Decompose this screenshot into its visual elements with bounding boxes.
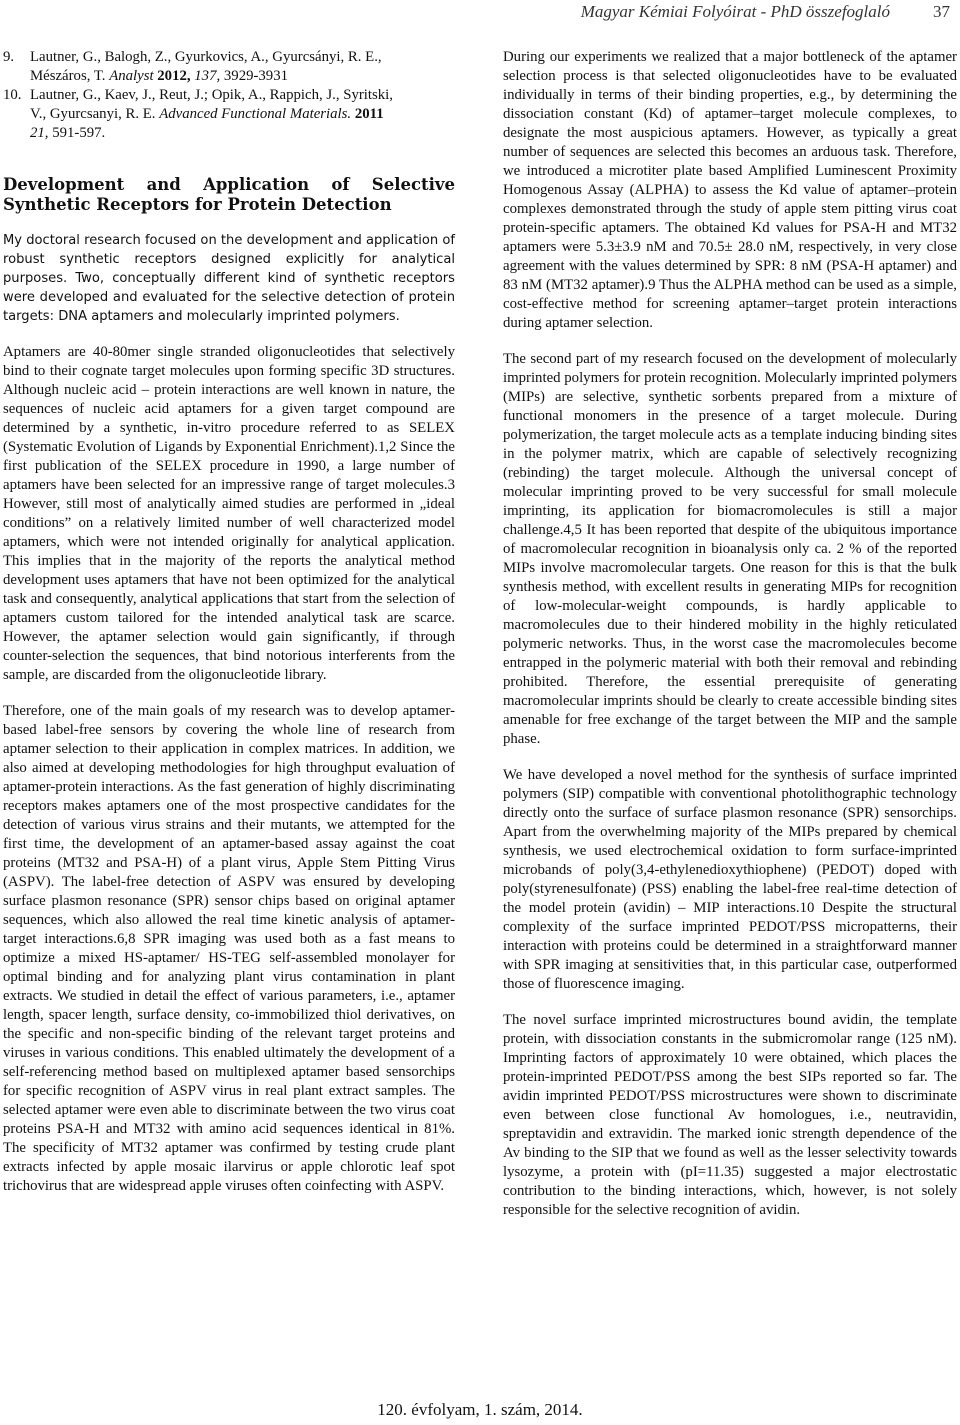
avidin-paragraph: The novel surface imprinted microstructures bound avidin, the template protein, with dissociation constants in the submicromolar range (125 nM). Imprinting factors of approximately 10 were obtained, which places the protein-imprinted PEDOT/PSS among the best SIPs reported so far. The avidin imprinted PEDOT/PSS microstructures were shown to discriminate even between close functional Av homologues, i.e., neutravidin, spreptavidin and extravidin. The marked ionic strength dependence of the Av binding to the SIP that we found as well as the lesser selectivity towards lysozyme, a protein with (pI=11.35) suggested a major electrostatic contribution to the binding interactions, which, however, is not solely responsible for the selective recognition of avidin. [503, 1012, 957, 1218]
left-column [3, 48, 455, 1213]
reference-journal: Advanced Functional Materials. [159, 106, 352, 122]
reference-year: 2011 [354, 106, 384, 122]
mip-paragraph: The second part of my research focused on the development of molecularly imprinted polymers for protein recognition. Molecularly imprinted polymers (MIPs) are selective, synthetic sorbents prepared from a mixture of functional monomers in the presence of a target molecule. During polymerization, the target molecule acts as a template inducing binding sites in the polymer matrix, which are capable of selectively recognizing (rebinding) the target molecule. Although the universal concept of molecular imprinting proved to be very successful for small molecule imprinting, its application for biomacromolecules is still a major challenge.4,5 It has been reported that despite of the ubiquitous importance of macromolecular recognition in bioanalysis only ca. 2 % of the reported MIPs involve macromolecular targets. One reason for this is that the bulk synthesis method, with excellent results in generating MIPs for recognition of low-molecular-weight compounds, is hardly applicable to macromolecules due to their hindered mobility in the highly reticulated polymeric networks. Thus, in the worst case the macromolecules become entrapped in the polymeric material with both their removal and rebinding prohibited. Therefore, the essential prerequisite of generating macromolecular imprints should be clearly to create accessible binding sites amenable for free exchange of the target between the MIP and the sample phase. [503, 351, 957, 747]
reference-year: 2012, [157, 68, 191, 84]
reference-list [3, 48, 455, 143]
section-title: Development and Application of Selective Synthetic Receptors for Protein Detection [3, 175, 455, 214]
running-header [0, 2, 960, 26]
research-goals-paragraph: Therefore, one of the main goals of my research was to develop aptamer-based label-free sensors by covering the whole line of research from aptamer selection to their application in complex matrices. In addition, we also aimed at developing methodologies for high throughput evaluation of aptamer-protein interactions. As the fast generation of highly discriminating receptors makes aptamers one of the most prospective candidates for the detection of various virus strains and their mutants, we attempted for the first time, the development of an aptamer-based assay against the coat proteins (MT32 and PSA-H) of a plant virus, Apple Stem Pitting Virus (ASPV). The label-free detection of ASPV was ensured by developing surface plasmon resonance (SPR) sensor chips based on original aptamer sequences, which also allowed the real time kinetic analysis of aptamer-target interactions.6,8 SPR imaging was used both as a fast means to optimize a mixed HS-aptamer/ HS-TEG self-assembled monolayer for optimal binding and for analyzing plant virus contamination in plant extracts. We studied in detail the effect of various parameters, i.e., aptamer length, spacer length, surface density, co-immobilized thiol derivatives, on the specific and non-specific binding of the relevant target proteins and viruses in various conditions. This enabled ultimately the development of a self-referencing method based on multiplexed aptamer based sensorchips for specific recognition of ASPV virus in real plant extract samples. The selected aptamer were even able to discriminate between the two virus coat proteins PSA-H and MT32 with amino acid sequences identical in 81%. The specificity of MT32 aptamer was confirmed by testing crude plant extracts infected by apple mosaic ilarvirus or apple chlorotic leaf spot trichovirus that are widespread apple viruses often coinfecting with ASPV. [3, 703, 455, 1194]
reference-item [3, 86, 455, 143]
reference-text: Lautner, G., Kaev, J., Reut, J.; Opik, A., Rappich, J., Syritski, [30, 87, 393, 103]
reference-pages: 591-597. [52, 125, 106, 141]
right-column [503, 48, 957, 1237]
reference-number: 10. [3, 87, 22, 103]
journal-title: Magyar Kémiai Folyóirat - PhD összefoglaló [580, 2, 890, 21]
reference-text: Lautner, G., Balogh, Z., Gyurkovics, A., Gyurcsányi, R. E., [30, 49, 382, 65]
page-number: 37 [933, 2, 950, 21]
reference-volume: 21, [30, 125, 49, 141]
sip-paragraph: We have developed a novel method for the synthesis of surface imprinted polymers (SIP) compatible with conventional photolithographic technology directly onto the surface of surface plasmon resonance (SPR) sensorchips. Apart from the overwhelming majority of the MIPs prepared by chemical synthesis, we used electrochemical oxidation to form surface-imprinted microbands of poly(3,4-ethylenedioxythiophene) (PEDOT) doped with poly(styrenesulfonate) (PSS) enabling the label-free real-time detection of the model protein (avidin) – MIP interactions.10 Despite the structural complexity of the surface imprinted PEDOT/PSS micropatterns, their interaction with proteins could be determined in a straightforward manner with SPR imaging at sensitivities that, in this particular case, outperformed those of fluorescence imaging. [503, 767, 957, 992]
reference-pages: 3929-3931 [223, 68, 289, 84]
intro-paragraph: My doctoral research focused on the development and application of robust synthetic receptors designed explicitly for analytical purposes. Two, conceptually different kind of synthetic receptors were developed and evaluated for the selective detection of protein targets: DNA aptamers and molecularly imprinted polymers. [3, 233, 455, 324]
reference-authors: V., Gyurcsanyi, R. E. [30, 106, 156, 122]
reference-number: 9. [3, 49, 15, 65]
page-footer: 120. évfolyam, 1. szám, 2014. [377, 1400, 583, 1419]
alpha-assay-paragraph: During our experiments we realized that a major bottleneck of the aptamer selection process is that selected oligonucleotides have to be evaluated individually in terms of their binding properties, e.g., by determining the dissociation constant (Kd) of aptamer–target molecule complexes, to designate the most auspicious aptamers. However, as typically a great number of sequences are selected this becomes an arduous task. Therefore, we introduced a microtiter plate based Amplified Luminescent Proximity Homogenous Assay (ALPHA) to assess the Kd value of aptamer–protein complexes demonstrated through the study of apple stem pitting virus coat protein-specific aptamers. The obtained Kd values for PSA-H and MT32 aptamers were 5.3±3.9 nM and 70.5± 28.0 nM, respectively, in very close agreement with the values determined by SPR: 8 nM (PSA-H aptamer) and 83 nM (MT32 aptamer).9 Thus the ALPHA method can be used as a simple, cost-effective method for screening aptamer–target protein interactions during aptamer selection. [503, 49, 957, 331]
reference-journal: Analyst [109, 68, 154, 84]
reference-volume: 137, [194, 68, 221, 84]
reference-item [3, 48, 455, 86]
aptamer-paragraph: Aptamers are 40-80mer single stranded oligonucleotides that selectively bind to their cognate target molecules upon forming specific 3D structures. Although nucleic acid – protein interactions are well known in nature, the sequences of nucleic acid aptamers for a given target compound are determined by a synthetic, in-vitro procedure referred to as SELEX (Systematic Evolution of Ligands by Exponential Enrichment).1,2 Since the first publication of the SELEX procedure in 1990, a large number of aptamers have been selected for an impressive range of target molecules.3 However, still most of analytically aimed studies are performed in „ideal conditions” on a relatively limited number of well characterized model aptamers, which were not intended originally for analytical application. This implies that in the majority of the reports the analytical method development uses aptamers that have not been optimized for the analytical task and consequently, analytical applications that start from the selection of aptamers custom tailored for the intended analytical task are scarce. However, the aptamer selection would gain significantly, if through counter-selection the sequences, that bind notorious interferents from the sample, are discarded from the oligonucleotide library. [3, 344, 455, 683]
reference-authors: Mészáros, T. [30, 68, 106, 84]
